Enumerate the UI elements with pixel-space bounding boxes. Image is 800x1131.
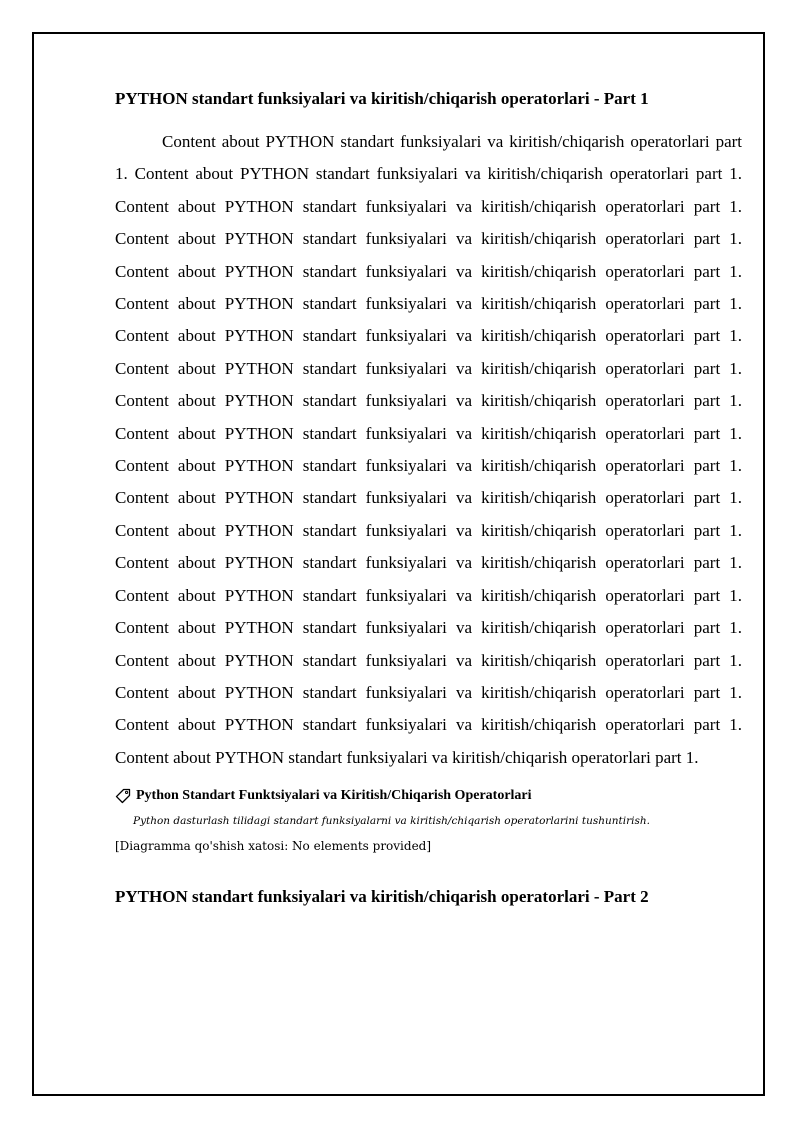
section-body-part-1: Content about PYTHON standart funksiyalari va kiritish/chiqarish operatorlari part 1. Content about PYTHON standart funksiyalari va kiritish/chiqarish operatorlari part 1. Content about PYTHON standart funksiyalari va kiritish/chiqarish operatorlari part 1. Content about PYTHON standart funksiyalari va kiritish/chiqarish operatorlari part 1. Content about PYTHON standart funksiyalari va kiritish/chiqarish operatorlari part 1. Content about PYTHON standart funksiyalari va kiritish/chiqarish operatorlari part 1. Content about PYTHON standart funksiyalari va kiritish/chiqarish operatorlari part 1. Content about PYTHON standart funksiyalari va kiritish/chiqarish operatorlari part 1. Content about PYTHON standart funksiyalari va kiritish/chiqarish operatorlari part 1. Content about PYTHON standart funksiyalari va kiritish/chiqarish operatorlari part 1. Content about PYTHON standart funksiyalari va kiritish/chiqarish operatorlari part 1. Content about PYTHON standart funksiyalari va kiritish/chiqarish operatorlari part 1. Content about PYTHON standart funksiyalari va kiritish/chiqarish operatorlari part 1. Content about PYTHON standart funksiyalari va kiritish/chiqarish operatorlari part 1. Content about PYTHON standart funksiyalari va kiritish/chiqarish operatorlari part 1. Content about PYTHON standart funksiyalari va kiritish/chiqarish operatorlari part 1. Content about PYTHON standart funksiyalari va kiritish/chiqarish operatorlari part 1. Content about PYTHON standart funksiyalari va kiritish/chiqarish operatorlari part 1. Content about PYTHON standart funksiyalari va kiritish/chiqarish operatorlari part 1. Content about PYTHON standart funksiyalari va kiritish/chiqarish operatorlari part 1. bbox=[115, 132, 742, 767]
document-content bbox=[115, 86, 742, 910]
section-title-part-1: PYTHON standart funksiyalari va kiritish/chiqarish operatorlari - Part 1 bbox=[115, 89, 649, 108]
diagram-title-text: Python Standart Funktsiyalari va Kiritish/Chiqarish Operatorlari bbox=[136, 788, 532, 804]
diagram-error-message: [Diagramma qo'shish xatosi: No elements provided] bbox=[115, 839, 432, 854]
diagram-description: Python dasturlash tilidagi standart funksiyalarni va kiritish/chiqarish operatorlarini tushuntirish. bbox=[133, 815, 650, 828]
section-title-part-2: PYTHON standart funksiyalari va kiritish/chiqarish operatorlari - Part 2 bbox=[115, 887, 649, 907]
tag-icon bbox=[115, 788, 131, 804]
diagram-title bbox=[115, 786, 742, 806]
